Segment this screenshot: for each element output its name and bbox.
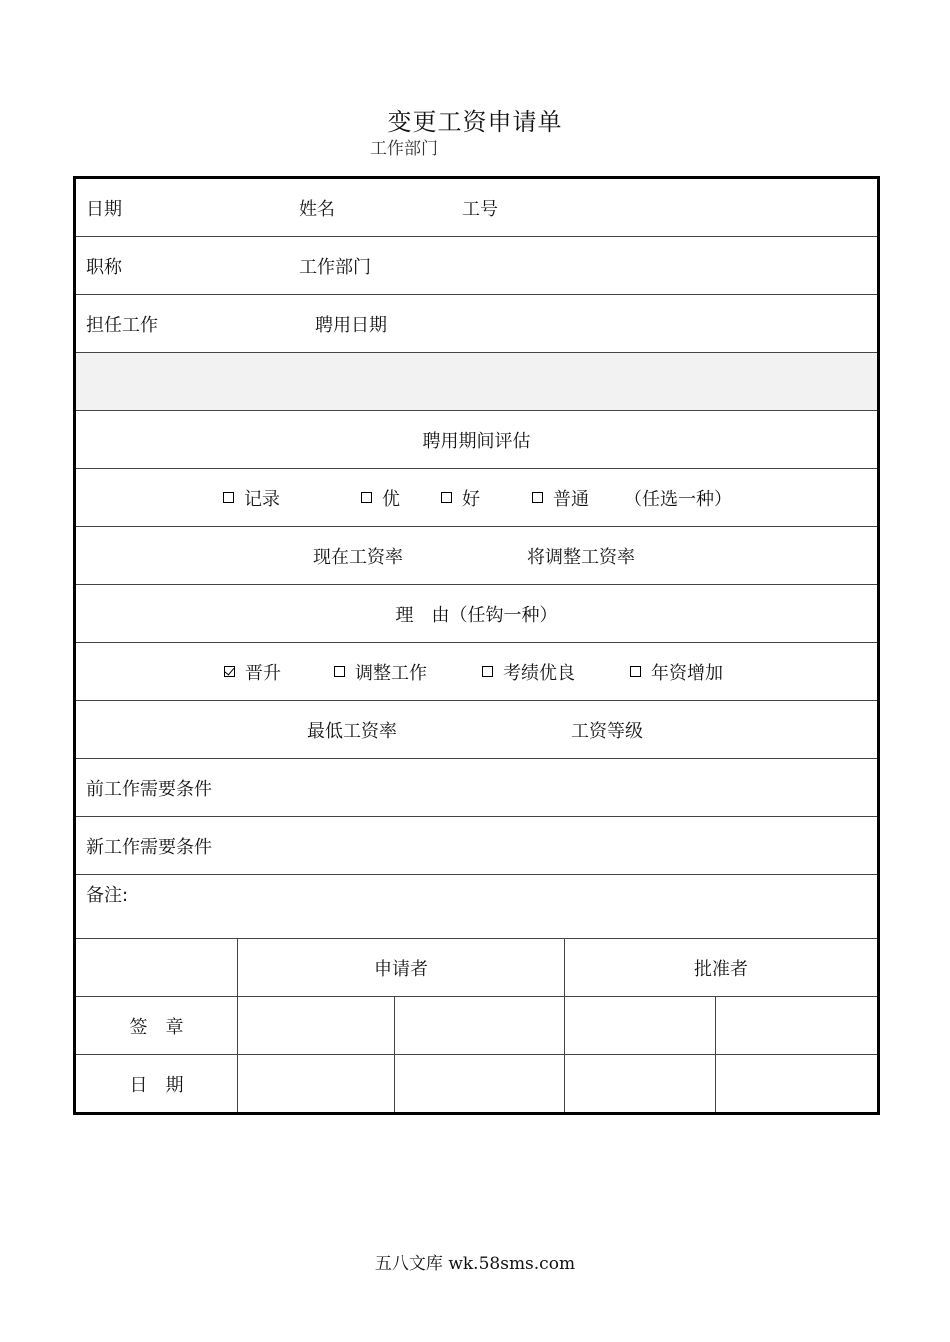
row-reason-options [75,643,879,701]
reason-option-transfer[interactable]: 调整工作 [334,659,427,685]
row-job [75,295,879,353]
approver-date-cell-1[interactable] [565,1055,716,1114]
adjusted-rate-label: 将调整工资率 [527,546,635,568]
approver-header: 批准者 [565,939,879,997]
rank-label: 职称 [86,256,122,278]
checkbox-checked-icon[interactable] [224,666,235,677]
checkbox-icon[interactable] [630,666,641,677]
job-label: 担任工作 [86,314,158,336]
job-cell [75,295,879,353]
salary-change-form [73,176,880,1115]
title-dept-cell [75,237,879,295]
remarks-label: 备注: [75,875,879,939]
applicant-header: 申请者 [238,939,565,997]
name-label: 姓名 [299,198,335,220]
checkbox-icon[interactable] [334,666,345,677]
row-blank-shaded [75,353,879,411]
row-sign-date [75,1055,879,1114]
checkbox-icon[interactable] [223,492,234,503]
new-req-label: 新工作需要条件 [75,817,879,875]
date-label: 日期 [86,198,122,220]
row-eval-heading [75,411,879,469]
form-title: 变更工资申请单 [387,108,563,136]
reason-option-promotion[interactable]: 晋升 [224,659,281,685]
reason-options-cell [75,643,879,701]
reason-option-performance[interactable]: 考绩优良 [482,659,575,685]
checkbox-icon[interactable] [532,492,543,503]
row-eval-options [75,469,879,527]
eval-option-normal[interactable]: 普通 [532,485,589,511]
applicant-date-cell-1[interactable] [238,1055,395,1114]
sign-header-blank [75,939,238,997]
row-rates [75,527,879,585]
seal-label: 签 章 [75,997,238,1055]
row-seal [75,997,879,1055]
dept-label: 工作部门 [299,256,371,278]
blank-shaded-cell [75,353,879,411]
approver-seal-cell-1[interactable] [565,997,716,1055]
current-rate-label: 现在工资率 [313,546,403,568]
reason-option-seniority[interactable]: 年资增加 [630,659,723,685]
approver-seal-cell-2[interactable] [716,997,879,1055]
eval-note: （任选一种） [624,488,732,510]
row-basic-info [75,178,879,237]
sign-date-label: 日 期 [75,1055,238,1114]
hire-date-label: 聘用日期 [315,314,387,336]
applicant-seal-cell-2[interactable] [395,997,565,1055]
applicant-date-cell-2[interactable] [395,1055,565,1114]
checkbox-icon[interactable] [361,492,372,503]
reason-heading: 理 由（任钩一种） [75,585,879,643]
row-title-dept [75,237,879,295]
approver-date-cell-2[interactable] [716,1055,879,1114]
eval-heading: 聘用期间评估 [75,411,879,469]
form-subtitle: 工作部门 [370,139,438,159]
row-prev-req [75,759,879,817]
salary-grade-label: 工资等级 [571,720,643,742]
eval-option-good[interactable]: 好 [441,485,480,511]
checkbox-icon[interactable] [482,666,493,677]
row-reason-heading [75,585,879,643]
row-grade [75,701,879,759]
applicant-seal-cell-1[interactable] [238,997,395,1055]
checkbox-icon[interactable] [441,492,452,503]
row-new-req [75,817,879,875]
eval-option-excellent[interactable]: 优 [361,485,400,511]
employee-id-label: 工号 [462,198,498,220]
eval-options-cell [75,469,879,527]
prev-req-label: 前工作需要条件 [75,759,879,817]
grade-cell [75,701,879,759]
row-remarks [75,875,879,939]
min-rate-label: 最低工资率 [307,720,397,742]
eval-option-record[interactable]: 记录 [223,485,280,511]
row-sign-header [75,939,879,997]
footer-watermark: 五八文库 wk.58sms.com [374,1254,576,1274]
rates-cell [75,527,879,585]
basic-info-cell [75,178,879,237]
